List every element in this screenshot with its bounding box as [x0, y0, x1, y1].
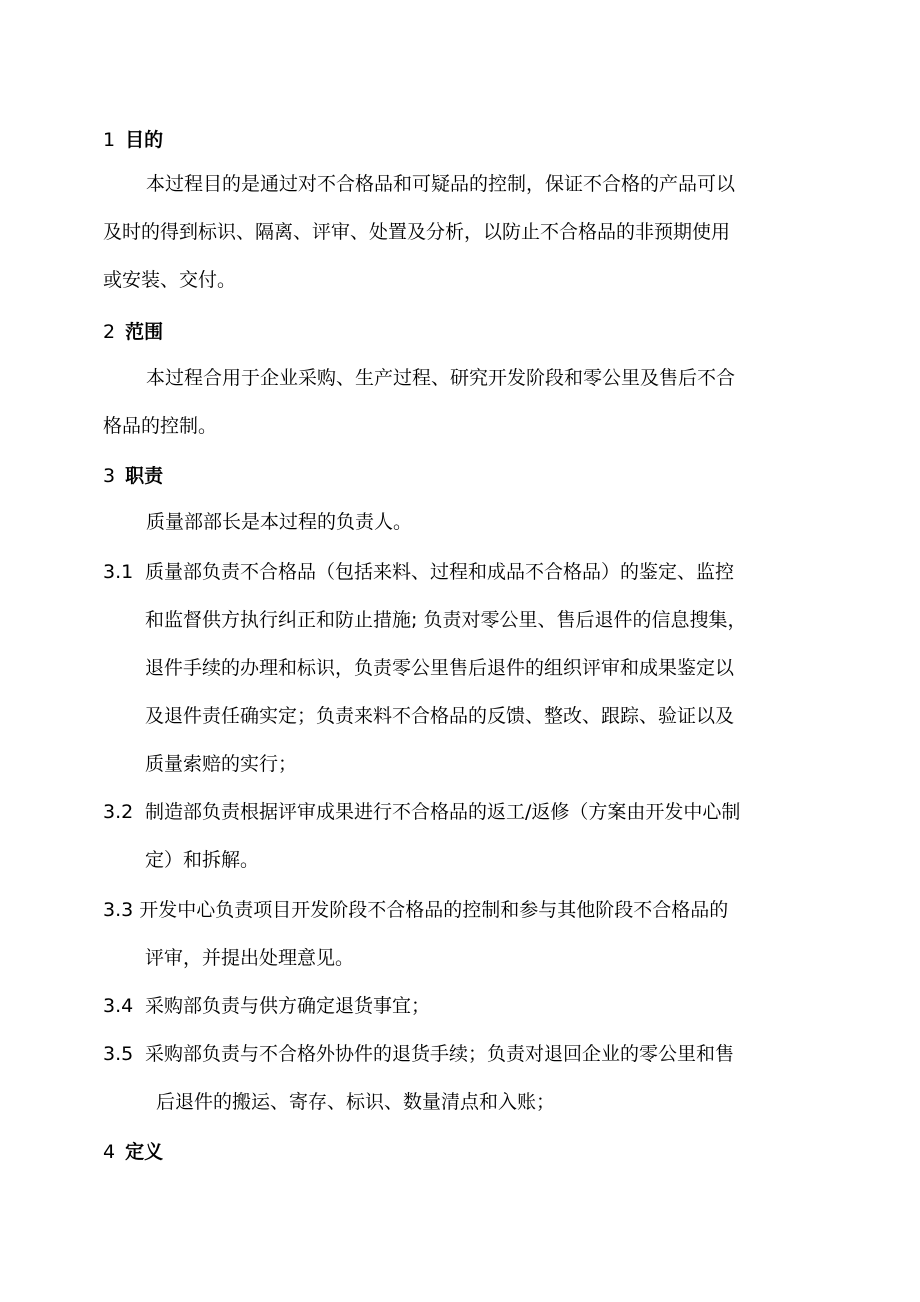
paragraph-line: 本过程目的是通过对不合格品和可疑品的控制，保证不合格的产品可以 [146, 173, 736, 195]
section-1-paragraph-continued [103, 208, 730, 304]
item-number: 3.2 [103, 801, 134, 823]
item-3-1-number [103, 548, 133, 596]
section-2-number: 2 [103, 321, 116, 343]
paragraph-line: 及退件责任确实定；负责来料不合格品的反馈、整改、跟踪、验证以及 [145, 705, 735, 727]
section-1-paragraph [146, 160, 735, 208]
item-3-2-text [145, 788, 740, 884]
paragraph-line: 质量部部长是本过程的负责人。 [146, 511, 413, 533]
section-2-paragraph-continued [103, 402, 217, 450]
item-3-5-text-continued [156, 1078, 555, 1126]
item-3-5-text [145, 1030, 734, 1078]
item-3-5-number [103, 1030, 133, 1078]
section-4-title: 定义 [125, 1141, 164, 1163]
paragraph-line: 格品的控制。 [103, 415, 218, 437]
paragraph-line: 制造部负责根据评审成果进行不合格品的返工/返修（方案由开发中心制 [145, 801, 741, 823]
section-2-title: 范围 [125, 321, 164, 343]
item-3-4-number [103, 982, 133, 1030]
section-4-number: 4 [103, 1141, 116, 1163]
section-1-heading [103, 128, 163, 152]
paragraph-line: 评审，并提出处理意见。 [145, 947, 355, 969]
item-number: 3.3 [103, 899, 134, 921]
item-number: 3.1 [103, 561, 134, 583]
paragraph-line: 质量索赔的实行； [145, 753, 298, 775]
section-1-number: 1 [103, 129, 116, 151]
paragraph-line [103, 886, 728, 934]
paragraph-line: 或安装、交付。 [103, 269, 237, 291]
paragraph-line: 采购部负责与供方确定退货事宜； [145, 995, 431, 1017]
paragraph-line: 定）和拆解。 [145, 849, 260, 871]
item-number: 3.5 [103, 1043, 134, 1065]
paragraph-line: 采购部负责与不合格外协件的退货手续；负责对退回企业的零公里和售 [145, 1043, 735, 1065]
paragraph-line: 和监督供方执行纠正和防止措施; 负责对零公里、售后退件的信息搜集， [145, 609, 747, 631]
item-3-1-text [145, 548, 746, 788]
section-3-heading [103, 464, 163, 488]
section-2-paragraph [146, 354, 735, 402]
paragraph-line: 后退件的搬运、寄存、标识、数量清点和入账； [156, 1091, 556, 1113]
section-3-number: 3 [103, 465, 116, 487]
section-1-title: 目的 [125, 129, 164, 151]
item-3-3-text [103, 886, 728, 934]
section-4-heading [103, 1140, 163, 1164]
paragraph-line: 质量部负责不合格品（包括来料、过程和成品不合格品）的鉴定、监控 [145, 561, 735, 583]
section-3-title: 职责 [125, 465, 164, 487]
paragraph-line: 及时的得到标识、隔离、评审、处置及分析，以防止不合格品的非预期使用 [103, 221, 731, 243]
item-text: 开发中心负责项目开发阶段不合格品的控制和参与其他阶段不合格品的 [139, 899, 729, 921]
item-3-3-text-continued [145, 934, 354, 982]
paragraph-line: 本过程合用于企业采购、生产过程、研究开发阶段和零公里及售后不合 [146, 367, 736, 389]
section-2-heading [103, 320, 163, 344]
item-3-4-text [145, 982, 430, 1030]
item-3-2-number [103, 788, 133, 836]
paragraph-line: 退件手续的办理和标识，负责零公里售后退件的组织评审和成果鉴定以 [145, 657, 735, 679]
section-3-intro [146, 498, 412, 546]
item-number: 3.4 [103, 995, 134, 1017]
